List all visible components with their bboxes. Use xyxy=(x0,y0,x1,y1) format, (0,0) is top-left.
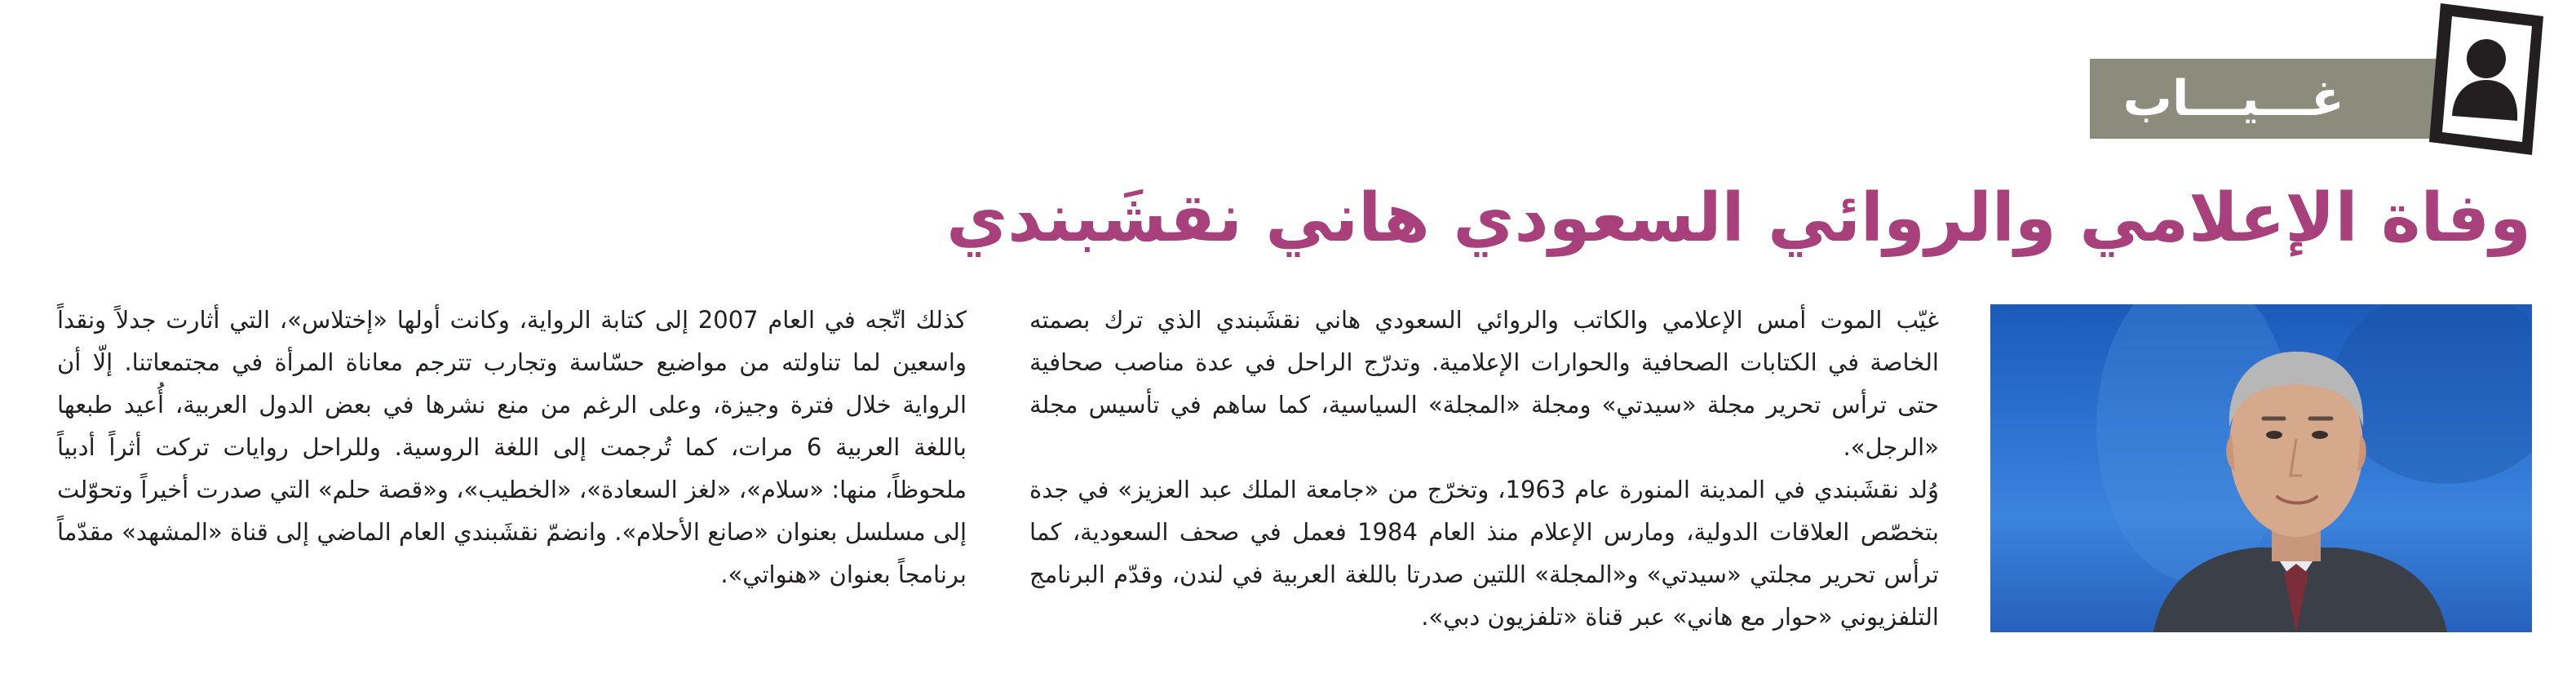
section-label: غـــيـــاب xyxy=(2122,70,2344,127)
article-paragraph: غيّب الموت أمس الإعلامي والكاتب والروائي السعودي هاني نقشَبندي الذي ترك بصمته الخاصة في الكتابات الصحافية والحوارات الإعلامية. وتدرّج الراحل في عدة مناصب صحافية حتى ترأس تحرير مجلة «سيدتي» ومجلة «المجلة» السياسية، كما ساهم في تأسيس مجلة «الرجل». xyxy=(1029,306,1939,461)
section-header-bar xyxy=(2090,59,2449,139)
article-column-left xyxy=(57,299,967,596)
article-paragraph: وُلد نقشَبندي في المدينة المنورة عام 1963، وتخرّج من «جامعة الملك عبد العزيز» في جدة بتخصّص العلاقات الدولية، ومارس الإعلام منذ العام 1984 فعمل في صحف السعودية، كما ترأس تحرير مجلتي «سيدتي» و«المجلة» اللتين صدرتا باللغة العربية في لندن، وقدّم البرنامج التلفزيوني «حوار مع هاني» عبر قناة «تلفزيون دبي». xyxy=(1029,476,1939,631)
article-paragraph: كذلك اتّجه في العام 2007 إلى كتابة الرواية، وكانت أولها «إختلاس»، التي أثارت جدلاً ونقداً واسعين لما تناولته من مواضيع حسّاسة وتجارب تترجم معاناة المرأة في مجتمعاتنا. إلّا أن الرواية خلال فترة وجيزة، وعلى الرغم من منع نشرها في بعض الدول العربية، أُعيد طبعها باللغة العربية 6 مرات، كما تُرجمت إلى اللغة الروسية. وللراحل روايات تركت أثراً أدبياً ملحوظاً، منها: «سلام»، «لغز السعادة»، «الخطيب»، و«قصة حلم» التي صدرت أخيراً وتحوّلت إلى مسلسل بعنوان «صانع الأحلام». وانضمّ نقشَبندي العام الماضي إلى قناة «المشهد» مقدّماً برنامجاً بعنوان «هنواتي». xyxy=(57,306,967,588)
article-column-right xyxy=(1029,299,1939,638)
person-portrait-icon xyxy=(2424,2,2547,157)
portrait-photo xyxy=(1990,304,2532,632)
headline: وفاة الإعلامي والروائي السعودي هاني نقشَبندي xyxy=(946,179,2531,257)
